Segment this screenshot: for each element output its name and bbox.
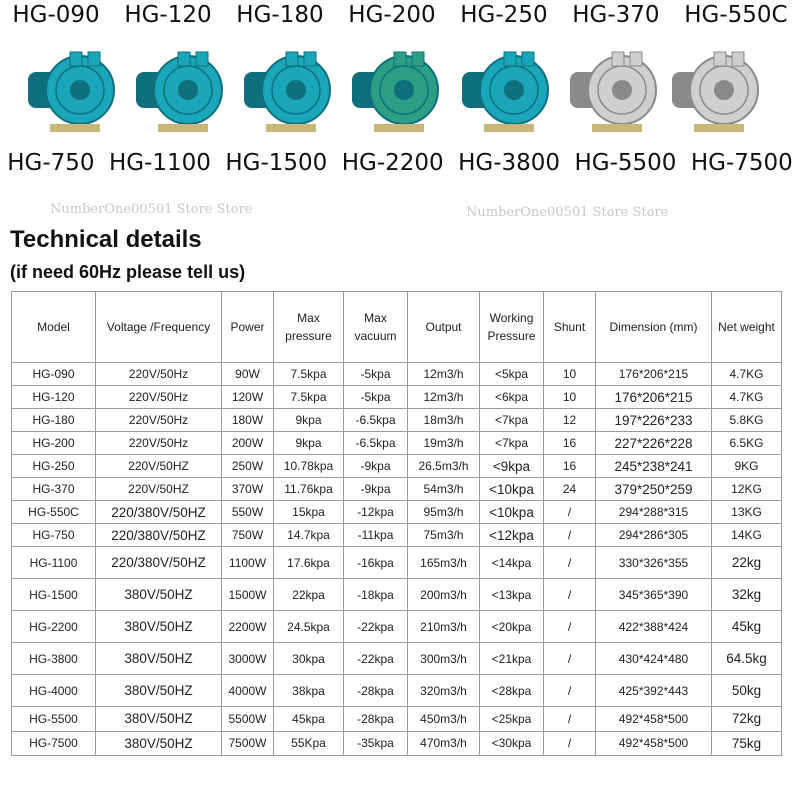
table-cell: 294*286*305 [596,524,712,547]
blower-image [562,42,658,146]
table-cell: 12m3/h [408,386,480,409]
blower-image [20,42,116,146]
table-cell: 19m3/h [408,432,480,455]
blower-image [344,42,440,146]
blower-image [664,42,760,146]
table-cell: 220V/50Hz [96,409,222,432]
table-cell: 250W [222,455,274,478]
table-cell: HG-200 [12,432,96,455]
table-cell: HG-750 [12,524,96,547]
table-cell: / [544,547,596,579]
table-cell: 492*458*500 [596,707,712,732]
table-cell: 18m3/h [408,409,480,432]
table-cell: <14kpa [480,547,544,579]
model-label: HG-200 [348,2,436,28]
table-cell: 492*458*500 [596,731,712,756]
table-cell: 22kpa [274,579,344,611]
table-cell: / [544,524,596,547]
table-cell: 7.5kpa [274,363,344,386]
table-cell: 13KG [712,501,782,524]
table-cell: 220V/50HZ [96,455,222,478]
table-row [12,524,782,547]
column-header: Net weight [712,292,782,363]
table-row [12,478,782,501]
model-label: HG-5500 [574,150,677,176]
column-header: Power [222,292,274,363]
table-cell: 38kpa [274,675,344,707]
table-cell: -6.5kpa [344,432,408,455]
table-cell: 176*206*215 [596,386,712,409]
table-row [12,547,782,579]
table-cell: -18kpa [344,579,408,611]
table-cell: HG-550C [12,501,96,524]
table-cell: 11.76kpa [274,478,344,501]
table-cell: -5kpa [344,386,408,409]
table-cell: / [544,579,596,611]
table-cell: 7.5kpa [274,386,344,409]
table-cell: 14KG [712,524,782,547]
table-cell: 16 [544,455,596,478]
table-body [12,363,782,756]
column-header: Voltage /Frequency [96,292,222,363]
table-cell: 220V/50Hz [96,432,222,455]
table-cell: HG-2200 [12,611,96,643]
table-cell: 26.5m3/h [408,455,480,478]
model-label: HG-2200 [341,150,444,176]
table-cell: 5.8KG [712,409,782,432]
table-cell: 180W [222,409,274,432]
table-cell: 210m3/h [408,611,480,643]
table-cell: 2200W [222,611,274,643]
table-cell: 6.5KG [712,432,782,455]
table-cell: 380V/50HZ [96,579,222,611]
table-row [12,643,782,675]
model-label: HG-550C [684,2,788,28]
table-cell: 300m3/h [408,643,480,675]
table-cell: 10 [544,386,596,409]
table-cell: 430*424*480 [596,643,712,675]
table-cell: 90W [222,363,274,386]
table-row [12,707,782,732]
table-cell: <20kpa [480,611,544,643]
table-cell: 10 [544,363,596,386]
table-cell: 32kg [712,579,782,611]
model-label: HG-1500 [225,150,328,176]
table-cell: HG-1500 [12,579,96,611]
table-row [12,579,782,611]
watermark: NumberOne00501 Store Store [466,205,669,220]
table-cell: 750W [222,524,274,547]
table-cell: HG-5500 [12,707,96,732]
table-cell: 165m3/h [408,547,480,579]
table-cell: 45kg [712,611,782,643]
table-cell: HG-370 [12,478,96,501]
table-cell: 1100W [222,547,274,579]
blower-image [236,42,332,146]
table-cell: 380V/50HZ [96,643,222,675]
table-cell: <5kpa [480,363,544,386]
table-cell: 50kg [712,675,782,707]
table-cell: 370W [222,478,274,501]
table-cell: 9kpa [274,409,344,432]
table-cell: 176*206*215 [596,363,712,386]
model-label: HG-250 [460,2,548,28]
table-cell: <13kpa [480,579,544,611]
table-cell: 75kg [712,731,782,756]
table-row [12,363,782,386]
table-cell: 12m3/h [408,363,480,386]
table-cell: 345*365*390 [596,579,712,611]
table-cell: <25kpa [480,707,544,732]
model-label: HG-090 [12,2,100,28]
table-cell: HG-250 [12,455,96,478]
table-cell: -22kpa [344,643,408,675]
table-cell: <10kpa [480,478,544,501]
table-cell: <6kpa [480,386,544,409]
table-cell: 75m3/h [408,524,480,547]
table-cell: HG-180 [12,409,96,432]
table-cell: 220/380V/50HZ [96,524,222,547]
table-cell: 197*226*233 [596,409,712,432]
table-cell: <28kpa [480,675,544,707]
table-cell: 245*238*241 [596,455,712,478]
table-cell: 220/380V/50HZ [96,501,222,524]
table-cell: <7kpa [480,409,544,432]
table-cell: / [544,707,596,732]
table-cell: 4.7KG [712,386,782,409]
table-cell: 379*250*259 [596,478,712,501]
table-cell: 422*388*424 [596,611,712,643]
model-labels-bottom [0,150,800,176]
table-cell: 380V/50HZ [96,707,222,732]
table-cell: 9KG [712,455,782,478]
table-cell: HG-090 [12,363,96,386]
table-cell: 550W [222,501,274,524]
table-cell: <7kpa [480,432,544,455]
table-cell: 45kpa [274,707,344,732]
section-subheading: (if need 60Hz please tell us) [10,262,246,282]
table-cell: 425*392*443 [596,675,712,707]
table-cell: 15kpa [274,501,344,524]
table-row [12,501,782,524]
table-cell: 24.5kpa [274,611,344,643]
table-cell: 16 [544,432,596,455]
table-cell: 330*326*355 [596,547,712,579]
table-cell: -11kpa [344,524,408,547]
table-cell: 24 [544,478,596,501]
table-cell: 120W [222,386,274,409]
table-cell: 14.7kpa [274,524,344,547]
table-cell: 10.78kpa [274,455,344,478]
table-cell: HG-3800 [12,643,96,675]
table-cell: 320m3/h [408,675,480,707]
table-cell: -12kpa [344,501,408,524]
product-images [0,42,800,148]
model-label: HG-1100 [108,150,211,176]
blower-image [128,42,224,146]
table-row [12,386,782,409]
table-cell: 3000W [222,643,274,675]
table-cell: 7500W [222,731,274,756]
table-row [12,409,782,432]
table-cell: <10kpa [480,501,544,524]
table-cell: 1500W [222,579,274,611]
table-cell: -28kpa [344,707,408,732]
model-label: HG-750 [7,150,95,176]
table-cell: 12KG [712,478,782,501]
table-cell: 55Kpa [274,731,344,756]
column-header: Max pressure [274,292,344,363]
blower-image [454,42,550,146]
table-cell: 95m3/h [408,501,480,524]
table-cell: 220V/50Hz [96,386,222,409]
model-label: HG-7500 [690,150,793,176]
table-cell: -9kpa [344,478,408,501]
table-cell: / [544,731,596,756]
table-cell: 227*226*228 [596,432,712,455]
table-cell: 54m3/h [408,478,480,501]
table-row [12,455,782,478]
table-row [12,731,782,756]
table-cell: <30kpa [480,731,544,756]
table-cell: 380V/50HZ [96,611,222,643]
table-cell: 5500W [222,707,274,732]
column-header: Output [408,292,480,363]
table-cell: -22kpa [344,611,408,643]
model-label: HG-370 [572,2,660,28]
table-cell: 17.6kpa [274,547,344,579]
column-header: Dimension (mm) [596,292,712,363]
table-row [12,675,782,707]
table-cell: 470m3/h [408,731,480,756]
table-cell: -35kpa [344,731,408,756]
table-cell: / [544,643,596,675]
table-cell: -5kpa [344,363,408,386]
table-row [12,611,782,643]
table-cell: 64.5kg [712,643,782,675]
column-header: Shunt [544,292,596,363]
column-header: Working Pressure [480,292,544,363]
column-header: Max vacuum [344,292,408,363]
model-label: HG-3800 [458,150,561,176]
table-cell: 380V/50HZ [96,675,222,707]
table-cell: HG-120 [12,386,96,409]
model-label: HG-120 [124,2,212,28]
table-cell: <9kpa [480,455,544,478]
column-header: Model [12,292,96,363]
table-row [12,432,782,455]
table-cell: <21kpa [480,643,544,675]
table-cell: HG-4000 [12,675,96,707]
table-cell: 294*288*315 [596,501,712,524]
table-cell: 450m3/h [408,707,480,732]
table-cell: 30kpa [274,643,344,675]
table-cell: 12 [544,409,596,432]
table-cell: 4.7KG [712,363,782,386]
table-cell: 72kg [712,707,782,732]
table-cell: / [544,675,596,707]
table-cell: 9kpa [274,432,344,455]
table-cell: -16kpa [344,547,408,579]
spec-table [11,291,782,756]
table-cell: -28kpa [344,675,408,707]
model-label: HG-180 [236,2,324,28]
watermark: NumberOne00501 Store Store [50,202,253,217]
table-cell: 22kg [712,547,782,579]
table-cell: HG-7500 [12,731,96,756]
table-cell: 380V/50HZ [96,731,222,756]
table-cell: / [544,501,596,524]
table-cell: 4000W [222,675,274,707]
section-heading: Technical details [10,226,202,253]
table-cell: / [544,611,596,643]
table-cell: <12kpa [480,524,544,547]
table-cell: 220V/50HZ [96,478,222,501]
table-cell: 220V/50Hz [96,363,222,386]
table-cell: 200W [222,432,274,455]
table-cell: HG-1100 [12,547,96,579]
table-header-row [12,292,782,363]
table-cell: 220/380V/50HZ [96,547,222,579]
table-cell: -9kpa [344,455,408,478]
table-cell: 200m3/h [408,579,480,611]
table-cell: -6.5kpa [344,409,408,432]
model-labels-top [0,2,800,28]
